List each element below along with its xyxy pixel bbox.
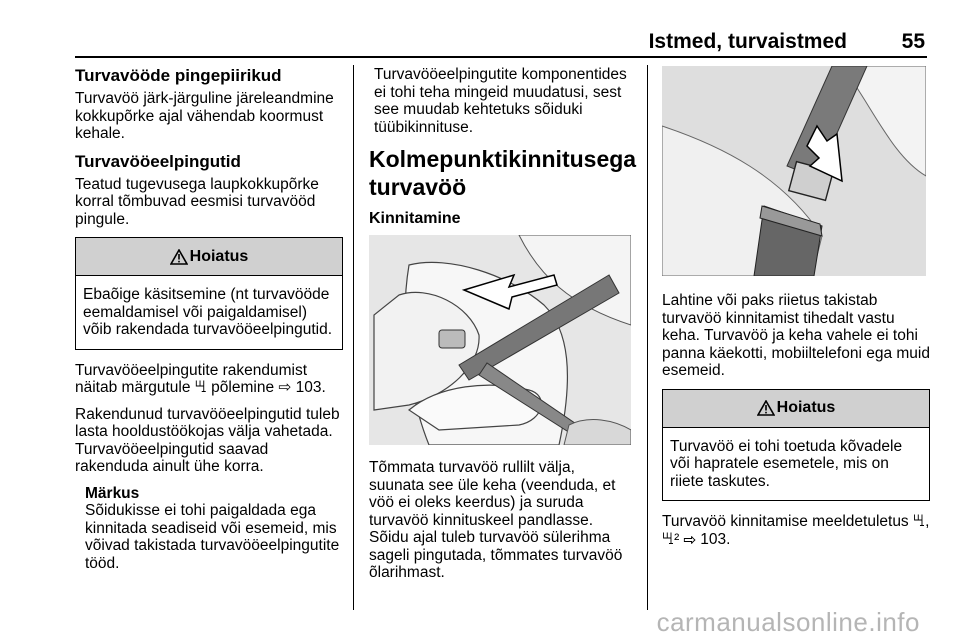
column-middle — [369, 66, 637, 591]
warning-box — [75, 237, 343, 350]
warning-triangle-icon — [170, 249, 188, 265]
buckle-illustration — [662, 66, 926, 276]
warning-title: Hoiatus — [189, 247, 249, 265]
belt-pulling-illustration — [369, 235, 631, 445]
limiters-text: Turvavöö järk-järguline järeleandmine kokkupõrke ajal vähendab koormust kehale. — [75, 90, 334, 142]
page-title: Istmed, turvaistmed — [648, 30, 847, 53]
fastening-text: Tõmmata turvavöö rullilt välja, suunata see üle keha (veenduda, et vöö ei oleks keerdus) ja suruda turvavöö kinnituskeel pandlasse. Sõidu ajal tuleb turvavöö sülerihma sageli pingutada, tõmmates turvavöö õlarihmast. — [369, 459, 623, 581]
heading-limiters: Turvavööde pingepiirikud — [75, 66, 282, 85]
note-block — [75, 485, 343, 573]
page-header — [75, 28, 927, 58]
warning-triangle-icon — [757, 400, 775, 416]
watermark: carmanualsonline.info — [656, 607, 920, 637]
replace-text: Rakendunud turvavööeelpingutid tuleb lasta hooldustöökojas välja vahetada. Turvavööeelpingutid saavad rakenduda ainult ühe korra. — [75, 405, 340, 475]
illustration-fastening-belt — [369, 235, 631, 445]
column-divider — [647, 65, 648, 610]
reminder-text: Turvavöö kinnitamise meeldetuletus ꖇ, ꖇ² ⇨ 103. — [662, 513, 930, 548]
column-left — [75, 66, 343, 581]
page-number: 55 — [901, 30, 925, 53]
clothing-text: Lahtine või paks riietus takistab turvavöö kinnitamist tihedalt vastu keha. Turvavöö ja keha vahele ei tohi panna käekotti, mobiiltelefoni ega muid esemeid. — [662, 292, 930, 379]
column-right — [662, 66, 930, 557]
continued-text: Turvavööeelpingutite komponentides ei tohi teha mingeid muudatusi, sest see muudab kehtetuks sõiduki tüübikinnituse. — [374, 66, 627, 136]
warning-text: Ebaõige käsitsemine (nt turvavööde eemaldamisel või paigaldamisel) võib rakendada turvavööeelpingutid. — [83, 286, 333, 338]
indicator-text: Turvavööeelpingutite rakendumist näitab märgutule ꖇ põlemine ⇨ 103. — [75, 361, 326, 396]
heading-pretensioners: Turvavööeelpingutid — [75, 151, 241, 171]
illustration-buckle — [662, 66, 926, 276]
heading-fastening: Kinnitamine — [369, 210, 461, 227]
note-text: Sõidukisse ei tohi paigaldada ega kinnitada seadiseid või esemeid, mis võivad takistada turvavööeelpingutite tööd. — [85, 502, 340, 572]
column-divider — [353, 65, 354, 610]
heading-three-point-belt: Kolmepunktikinnitusega turvavöö — [369, 146, 637, 200]
warning-header — [76, 238, 342, 276]
note-title: Märkus — [85, 484, 140, 502]
warning-header-2 — [663, 390, 929, 428]
warning-text-2: Turvavöö ei tohi toetuda kõvadele või hapratele esemetele, mis on riiete taskutes. — [670, 437, 903, 490]
pretensioners-text: Teatud tugevusega laupkokkupõrke korral tõmbuvad eesmisi turvavööd pingule. — [75, 175, 319, 228]
warning-box-2 — [662, 389, 930, 502]
warning-title-2: Hoiatus — [776, 399, 836, 416]
